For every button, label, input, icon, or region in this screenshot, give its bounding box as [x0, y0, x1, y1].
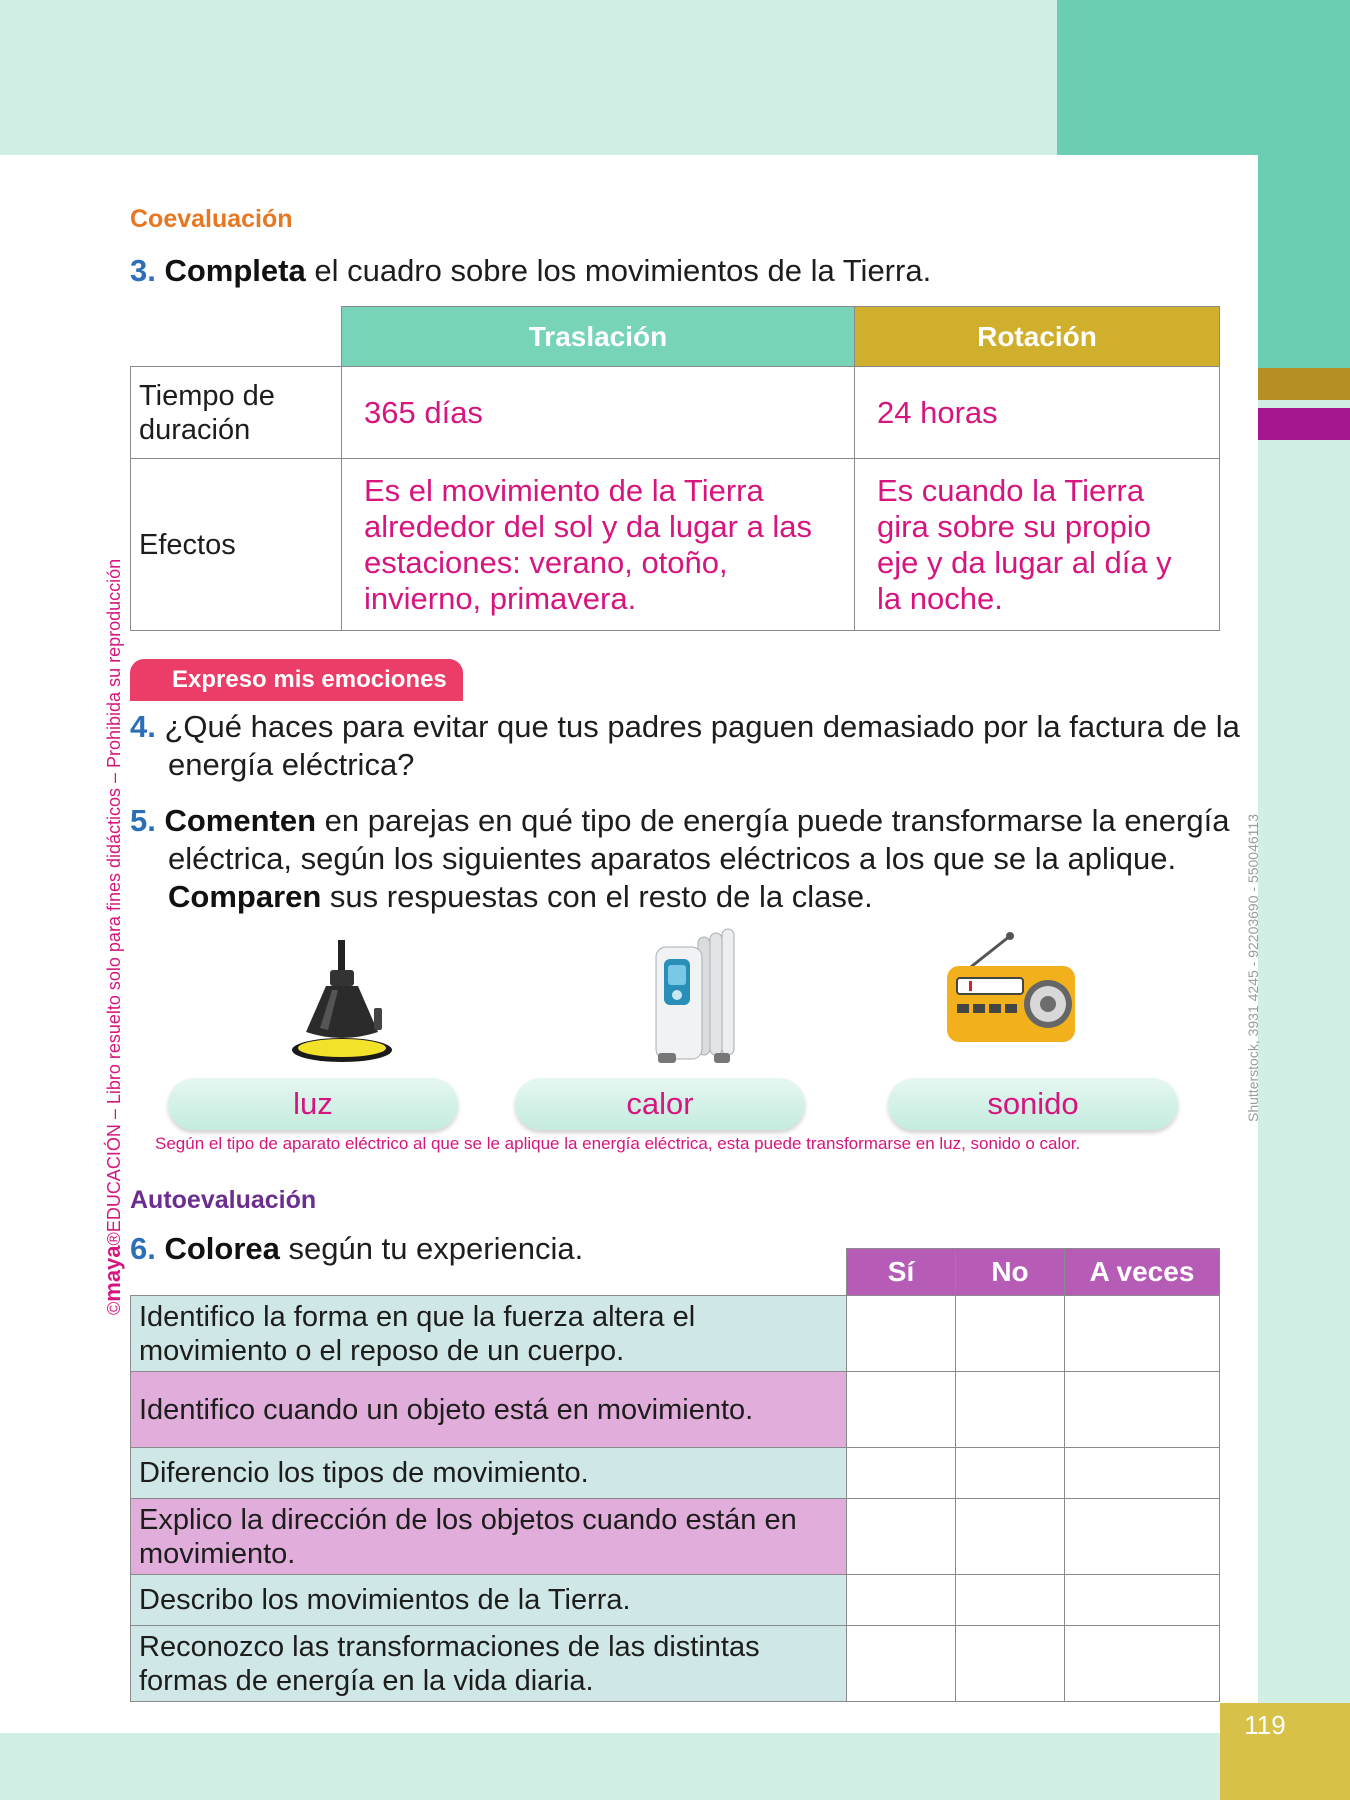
q5-verb-1: Comenten [164, 803, 317, 838]
q6-text: según tu experiencia. [279, 1231, 584, 1266]
copyright-side-text [100, 559, 126, 1315]
lamp-image [282, 940, 402, 1065]
checkbox-a-veces[interactable] [1065, 1575, 1220, 1626]
row-label-tiempo: Tiempo de duración [131, 367, 342, 459]
header-blank [131, 307, 342, 367]
question-4 [130, 708, 1248, 784]
right-teal-strip [1258, 155, 1350, 368]
checkbox-no[interactable] [956, 1499, 1065, 1575]
header-traslacion: Traslación [342, 307, 855, 367]
image-credits: Shutterstock, 3931 4245 - 92203690 - 550046113 [1245, 814, 1261, 1122]
q5-text-1: en parejas en qué tipo de energía puede transformarse la energía eléctrica, según los siguientes aparatos eléctricos a los que se la aplique. [168, 803, 1230, 876]
question-3 [130, 252, 931, 290]
checkbox-a-veces[interactable] [1065, 1626, 1220, 1702]
checkbox-no[interactable] [956, 1575, 1065, 1626]
header-rotacion: Rotación [855, 307, 1220, 367]
table-row [131, 1372, 1220, 1448]
q5-number: 5. [130, 803, 156, 838]
heater-image [648, 925, 743, 1075]
table-row [131, 1448, 1220, 1499]
answer-rotacion-tiempo: 24 horas [855, 367, 1220, 459]
header-no: No [956, 1249, 1065, 1296]
answer-pill-calor: calor [515, 1078, 805, 1130]
bottom-band [0, 1733, 1350, 1800]
checkbox-a-veces[interactable] [1065, 1372, 1220, 1448]
table-row [131, 1499, 1220, 1575]
checklist-header-blank [131, 1249, 847, 1296]
statement-3: Diferencio los tipos de movimiento. [131, 1448, 847, 1499]
q3-text: el cuadro sobre los movimientos de la Tierra. [305, 253, 932, 288]
earth-movements-table [130, 306, 1220, 631]
checkbox-si[interactable] [847, 1575, 956, 1626]
table-header-row [131, 307, 1220, 367]
statement-6: Reconozco las transformaciones de las distintas formas de energía en la vida diaria. [131, 1626, 847, 1702]
page-number: 119 [1244, 1710, 1286, 1740]
answer-traslacion-tiempo: 365 días [342, 367, 855, 459]
checkbox-si[interactable] [847, 1448, 956, 1499]
q3-number: 3. [130, 253, 156, 288]
checkbox-no[interactable] [956, 1372, 1065, 1448]
q4-text: ¿Qué haces para evitar que tus padres paguen demasiado por la factura de la energía eléctrica? [164, 709, 1240, 782]
answer-pill-sonido: sonido [888, 1078, 1178, 1130]
right-olive-strip [1258, 368, 1350, 400]
checkbox-si[interactable] [847, 1626, 956, 1702]
checklist-header-row [131, 1249, 1220, 1296]
copyright-symbol: © [104, 1301, 124, 1315]
answer-note: Según el tipo de aparato eléctrico al que se le aplique la energía eléctrica, esta puede transformarse en luz, sonido o calor. [155, 1134, 1081, 1153]
checkbox-a-veces[interactable] [1065, 1448, 1220, 1499]
q4-number: 4. [130, 709, 156, 744]
row-label-efectos: Efectos [131, 459, 342, 631]
top-right-teal-block [1057, 0, 1350, 155]
header-si: Sí [847, 1249, 956, 1296]
statement-2: Identifico cuando un objeto está en movimiento. [131, 1372, 847, 1448]
emociones-tag: Expreso mis emociones [130, 659, 463, 701]
header-a-veces: A veces [1065, 1249, 1220, 1296]
answer-rotacion-efectos: Es cuando la Tierra gira sobre su propio eje y da lugar al día y la noche. [855, 459, 1220, 631]
checkbox-a-veces[interactable] [1065, 1499, 1220, 1575]
table-row-tiempo [131, 367, 1220, 459]
table-row [131, 1626, 1220, 1702]
question-5 [130, 802, 1268, 916]
statement-5: Describo los movimientos de la Tierra. [131, 1575, 847, 1626]
q5-text-2: sus respuestas con el resto de la clase. [321, 879, 873, 914]
checkbox-no[interactable] [956, 1448, 1065, 1499]
checkbox-si[interactable] [847, 1372, 956, 1448]
answer-traslacion-efectos: Es el movimiento de la Tierra alrededor del sol y da lugar a las estaciones: verano, otoño, invierno, primavera. [342, 459, 855, 631]
q6-number: 6. [130, 1231, 156, 1266]
checkbox-a-veces[interactable] [1065, 1296, 1220, 1372]
right-magenta-strip [1258, 408, 1350, 440]
q3-verb: Completa [164, 253, 306, 288]
checkbox-si[interactable] [847, 1296, 956, 1372]
coevaluacion-title: Coevaluación [130, 205, 293, 233]
radio-image [945, 930, 1077, 1045]
checkbox-si[interactable] [847, 1499, 956, 1575]
table-row-efectos [131, 459, 1220, 631]
copyright-rest: ®EDUCACIÓN – Libro resuelto solo para fines didácticos – Prohibida su reproducción [104, 558, 124, 1246]
self-assessment-table [130, 1248, 1220, 1702]
table-row [131, 1575, 1220, 1626]
statement-1: Identifico la forma en que la fuerza altera el movimiento o el reposo de un cuerpo. [131, 1296, 847, 1372]
autoevaluacion-title: Autoevaluación [130, 1186, 317, 1214]
q5-verb-2: Comparen [168, 879, 322, 914]
statement-4: Explico la dirección de los objetos cuando están en movimiento. [131, 1499, 847, 1575]
table-row [131, 1296, 1220, 1372]
brand-logo: maya [100, 1245, 125, 1302]
q6-verb: Colorea [164, 1231, 280, 1266]
checkbox-no[interactable] [956, 1296, 1065, 1372]
answer-pill-luz: luz [168, 1078, 458, 1130]
checkbox-no[interactable] [956, 1626, 1065, 1702]
